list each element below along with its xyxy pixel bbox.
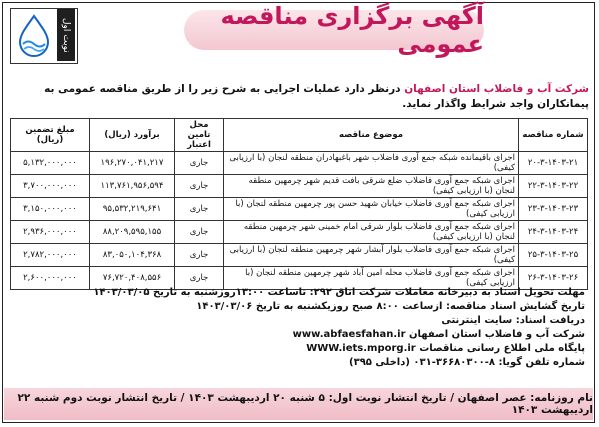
cell-funding: جاری bbox=[175, 267, 224, 290]
company-name: شرکت آب و فاضلاب استان اصفهان bbox=[409, 329, 585, 340]
table-header-row bbox=[11, 119, 588, 152]
cell-subject: اجرای شبکه جمع آوری فاضلاب بلوار شرقی امام خمینی شهر چرمهین منطقه لنجان (با ارزیابی کیفی) bbox=[224, 221, 519, 244]
cell-number: ۲۴-۳-۱۴۰۳-۲۴ bbox=[519, 221, 588, 244]
cell-subject: اجرای شبکه جمع آوری فاضلاب بلوار آبشار شهر چرمهین منطقه لنجان (با ارزیابی کیفی) bbox=[224, 244, 519, 267]
cell-funding: جاری bbox=[175, 221, 224, 244]
cell-number: ۲۰-۳-۱۴۰۳-۲۱ bbox=[519, 152, 588, 175]
table-row bbox=[11, 175, 588, 198]
phone-note: شماره تلفن گویا: ۸-۳۶۶۸۰۳۰۰-۰۳۱ (داخلی ۳۹۵) bbox=[349, 357, 585, 368]
header bbox=[4, 4, 594, 64]
header-funding: محل تامین اعتبار bbox=[175, 119, 224, 152]
cell-guarantee: ۵,۱۳۲,۰۰۰,۰۰۰ bbox=[11, 152, 90, 175]
intro-text: درنظر دارد عملیات اجرایی به شرح زیر را از طریق مناقصه عمومی به پیمانکاران واجد شرایط واگذار نماید. bbox=[44, 83, 589, 110]
cell-guarantee: ۳,۱۵۰,۰۰۰,۰۰۰ bbox=[11, 198, 90, 221]
header-guarantee: مبلغ تضمین (ریال) bbox=[11, 119, 90, 152]
footer-banner bbox=[4, 388, 593, 420]
company-website-link[interactable]: www.abfaesfahan.ir bbox=[292, 329, 406, 340]
cell-subject: اجرای شبکه جمع آوری فاضلاب محله امین آباد شهر چرمهین منطقه لنجان (با ارزیابی کیفی) bbox=[224, 267, 519, 290]
table-row bbox=[11, 221, 588, 244]
cell-funding: جاری bbox=[175, 175, 224, 198]
tender-table bbox=[10, 118, 588, 290]
title-banner bbox=[184, 2, 484, 58]
badge-first-round: نوبت اول bbox=[57, 9, 75, 61]
cell-estimate: ۷۶,۷۲۰,۴۰۸,۵۵۶ bbox=[90, 267, 175, 290]
cell-guarantee: ۲,۹۳۶,۰۰۰,۰۰۰ bbox=[11, 221, 90, 244]
table-row bbox=[11, 152, 588, 175]
footer-text: نام روزنامه: عصر اصفهان / تاریخ انتشار نوبت اول: ۵ شنبه ۲۰ اردیبهشت ۱۴۰۳ / تاریخ انتشار نوبت دوم شنبه ۲۲ اردیبهشت ۱۴۰۳ bbox=[17, 392, 593, 416]
receipt-note: دریافت اسناد: سایت اینترنتی bbox=[441, 315, 585, 326]
cell-estimate: ۸۸,۲۰۹,۵۹۵,۱۵۵ bbox=[90, 221, 175, 244]
cell-guarantee: ۲,۷۸۲,۰۰۰,۰۰۰ bbox=[11, 244, 90, 267]
table-row bbox=[11, 244, 588, 267]
cell-estimate: ۹۵,۵۳۲,۲۱۹,۶۴۱ bbox=[90, 198, 175, 221]
cell-subject: اجرای شبکه جمع آوری فاضلاب خیابان شهید حسن پور چرمهین منطقه لنجان (با ارزیابی کیفی) bbox=[224, 198, 519, 221]
cell-funding: جاری bbox=[175, 152, 224, 175]
header-number: شماره مناقصه bbox=[519, 119, 588, 152]
table-row bbox=[11, 198, 588, 221]
cell-number: ۲۵-۳-۱۴۰۳-۲۵ bbox=[519, 244, 588, 267]
cell-number: ۲۶-۳-۱۴۰۳-۲۶ bbox=[519, 267, 588, 290]
portal-line bbox=[15, 342, 585, 356]
header-estimate: برآورد (ریال) bbox=[90, 119, 175, 152]
notes-section bbox=[15, 286, 585, 370]
cell-subject: اجرای شبکه جمع آوری فاضلاب ضلع شرقی بافت قدیم شهر چرمهین منطقه لنجان (با ارزیابی کیفی) bbox=[224, 175, 519, 198]
cell-funding: جاری bbox=[175, 198, 224, 221]
portal-website-link[interactable]: WWW.iets.mporg.ir bbox=[306, 343, 416, 354]
intro-paragraph bbox=[9, 82, 589, 112]
page-title: آگهی برگزاری مناقصه عمومی bbox=[220, 2, 484, 58]
cell-number: ۲۲-۳-۱۴۰۳-۲۲ bbox=[519, 175, 588, 198]
cell-guarantee: ۲,۶۰۰,۰۰۰,۰۰۰ bbox=[11, 267, 90, 290]
water-drop-logo-icon bbox=[11, 9, 57, 61]
cell-number: ۲۳-۳-۱۴۰۳-۲۳ bbox=[519, 198, 588, 221]
portal-name: پایگاه ملی اطلاع رسانی مناقصات bbox=[419, 343, 585, 354]
opening-note: تاریخ گشایش اسناد مناقصه: ازساعت ۸:۰۰ صبح روزیکشنبه به تاریخ ۱۴۰۳/۰۳/۰۶ bbox=[196, 301, 585, 312]
cell-estimate: ۱۹۶,۲۷۰,۰۴۱,۲۱۷ bbox=[90, 152, 175, 175]
cell-estimate: ۸۳,۰۵۰,۱۰۴,۳۶۸ bbox=[90, 244, 175, 267]
cell-guarantee: ۳,۷۰۰,۰۰۰,۰۰۰ bbox=[11, 175, 90, 198]
cell-estimate: ۱۱۳,۷۶۱,۹۵۶,۵۹۴ bbox=[90, 175, 175, 198]
header-subject: موضوع مناقصه bbox=[224, 119, 519, 152]
logo bbox=[10, 8, 78, 64]
company-website-line bbox=[15, 328, 585, 342]
intro-company: شرکت آب و فاضلاب استان اصفهان bbox=[404, 83, 589, 95]
cell-funding: جاری bbox=[175, 244, 224, 267]
cell-subject: اجرای باقیمانده شبکه جمع آوری فاضلاب شهر باغبهادران منطقه لنجان (با ارزیابی کیفی) bbox=[224, 152, 519, 175]
deadline-note: مهلت تحویل اسناد به دبیرخانه معاملات شرکت اتاق ۲۹۲: تاساعت ۱۳:۰۰روزشنبه به تاریخ ۱۴۰۳/۰۳/۰۵ bbox=[93, 287, 585, 298]
